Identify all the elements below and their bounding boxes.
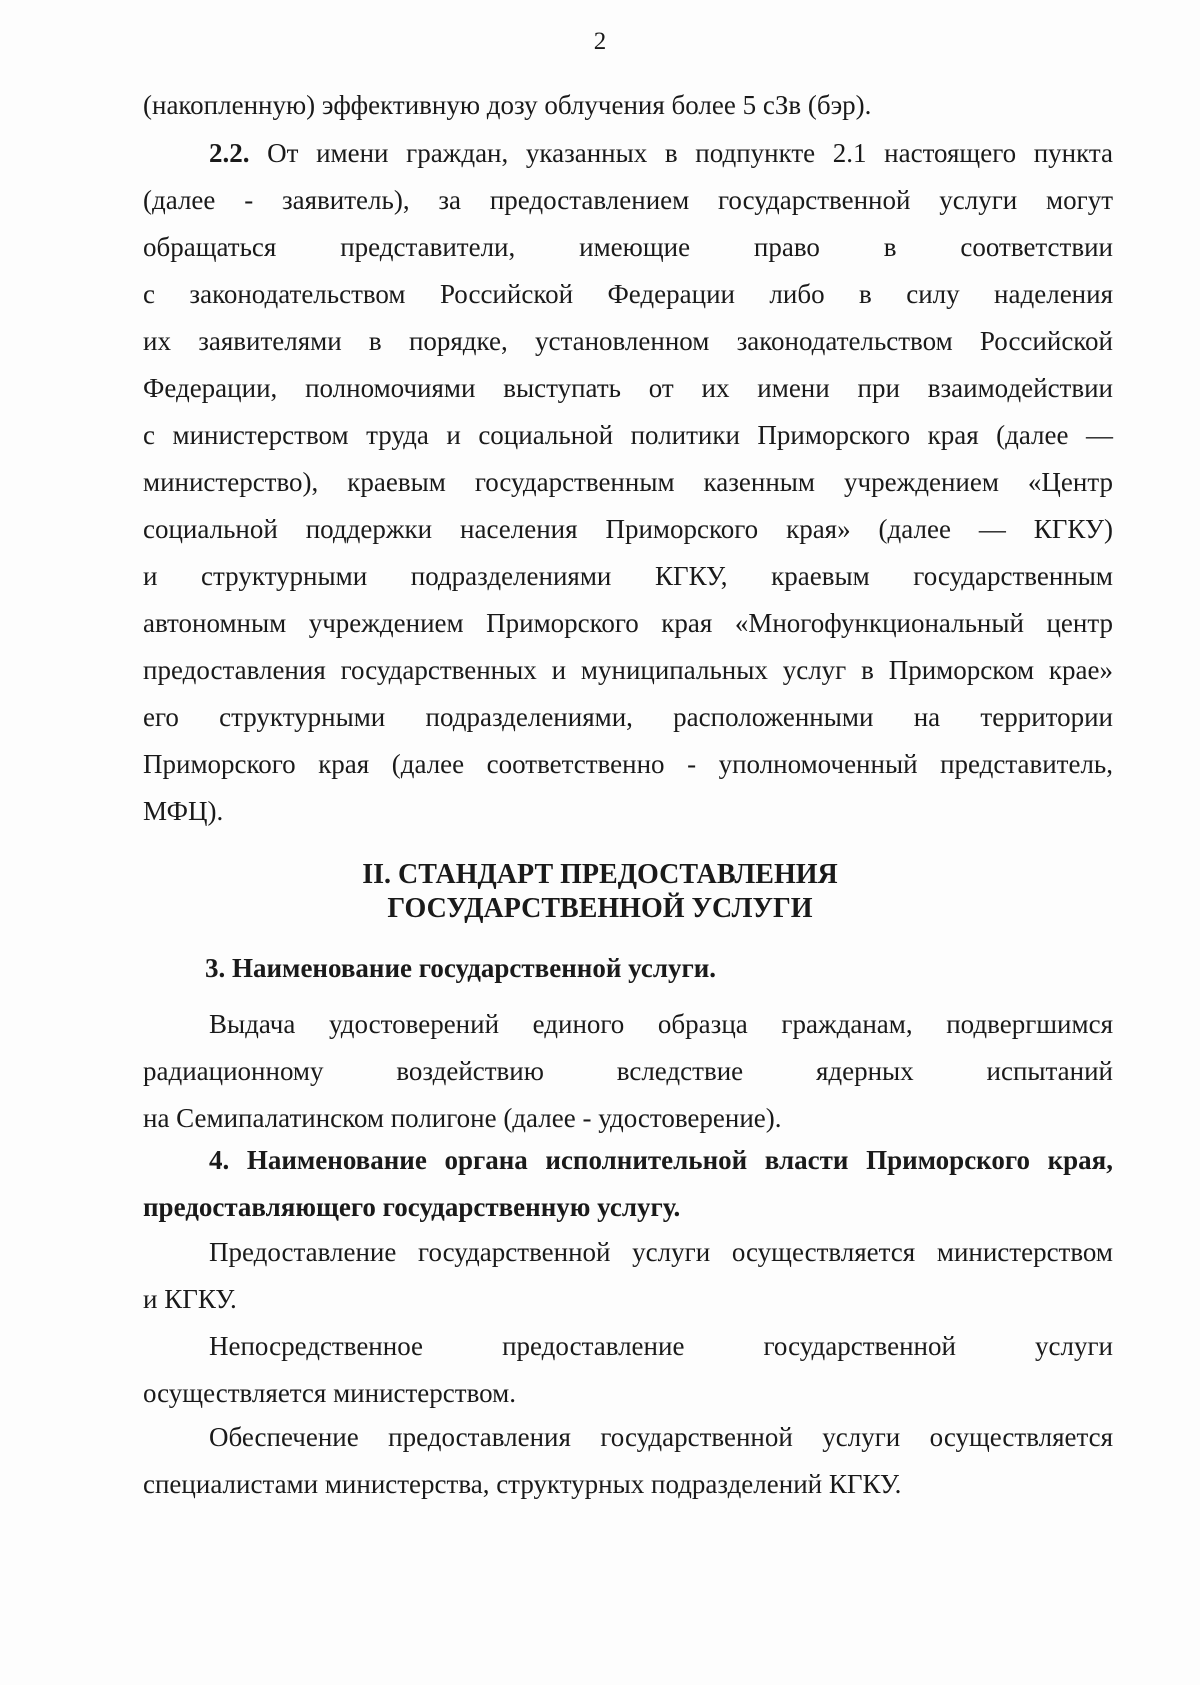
text-line: с законодательством Российской Федерации либо в силу наделения <box>143 279 1113 309</box>
continuation-paragraph <box>143 82 1113 129</box>
text-line: специалистами министерства, структурных подразделений КГКУ. <box>143 1469 902 1499</box>
text-line: Обеспечение предоставления государственной услуги осуществляется <box>209 1422 1113 1452</box>
text-line: Приморского края (далее соответственно - уполномоченный представитель, <box>143 749 1113 779</box>
text-line: Выдача удостоверений единого образца гражданам, подвергшимся <box>209 1009 1113 1039</box>
item-3-heading: 3. Наименование государственной услуги. <box>205 953 717 983</box>
text-line: автономным учреждением Приморского края «Многофункциональный центр <box>143 608 1113 638</box>
text-line: на Семипалатинском полигоне (далее - удостоверение). <box>143 1103 782 1133</box>
text-line: и структурными подразделениями КГКУ, краевым государственным <box>143 561 1113 591</box>
text-line <box>143 130 1113 177</box>
section-heading-line: ГОСУДАРСТВЕННОЙ УСЛУГИ <box>387 893 813 924</box>
section-heading <box>0 858 1200 926</box>
text-line: МФЦ). <box>143 796 224 826</box>
item-4-heading: 4. Наименование органа исполнительной власти Приморского края, <box>209 1145 1113 1175</box>
text-line: и КГКУ. <box>143 1284 237 1314</box>
item-4-heading-cont: предоставляющего государственную услугу. <box>143 1192 681 1222</box>
text-line: их заявителями в порядке, установленном законодательством Российской <box>143 326 1113 356</box>
text-line: осуществляется министерством. <box>143 1378 516 1408</box>
text-line: радиационному воздействию вследствие ядерных испытаний <box>143 1056 1113 1086</box>
text-line: (накопленную) эффективную дозу облучения более 5 сЗв (бэр). <box>143 90 872 120</box>
text-line: (далее - заявитель), за предоставлением государственной услуги могут <box>143 185 1113 215</box>
text-line: предоставления государственных и муниципальных услуг в Приморском крае» <box>143 655 1113 685</box>
text-line: министерство), краевым государственным казенным учреждением «Центр <box>143 467 1113 497</box>
paragraph-2-2 <box>143 130 1113 835</box>
text-line: социальной поддержки населения Приморского края» (далее — КГКУ) <box>143 514 1113 544</box>
text-line: Непосредственное предоставление государственной услуги <box>209 1331 1113 1361</box>
text-line: обращаться представители, имеющие право в соответствии <box>143 232 1113 262</box>
text-line: Предоставление государственной услуги осуществляется министерством <box>209 1237 1113 1267</box>
paragraph-number: 2.2. <box>209 138 250 168</box>
item-3-heading-block <box>143 945 1113 992</box>
item-4-paragraph-3 <box>143 1414 1113 1508</box>
item-4-paragraph-1 <box>143 1229 1113 1323</box>
page-number: 2 <box>593 28 607 55</box>
item-4-heading-block <box>143 1137 1113 1231</box>
text-line: его структурными подразделениями, расположенными на территории <box>143 702 1113 732</box>
item-3-paragraph <box>143 1001 1113 1142</box>
text-line: с министерством труда и социальной политики Приморского края (далее — <box>143 420 1113 450</box>
text-line: Федерации, полномочиями выступать от их имени при взаимодействии <box>143 373 1113 403</box>
item-4-paragraph-2 <box>143 1323 1113 1417</box>
text-span: От имени граждан, указанных в подпункте 2.1 настоящего пункта <box>249 138 1113 168</box>
section-heading-line: II. СТАНДАРТ ПРЕДОСТАВЛЕНИЯ <box>362 859 838 890</box>
